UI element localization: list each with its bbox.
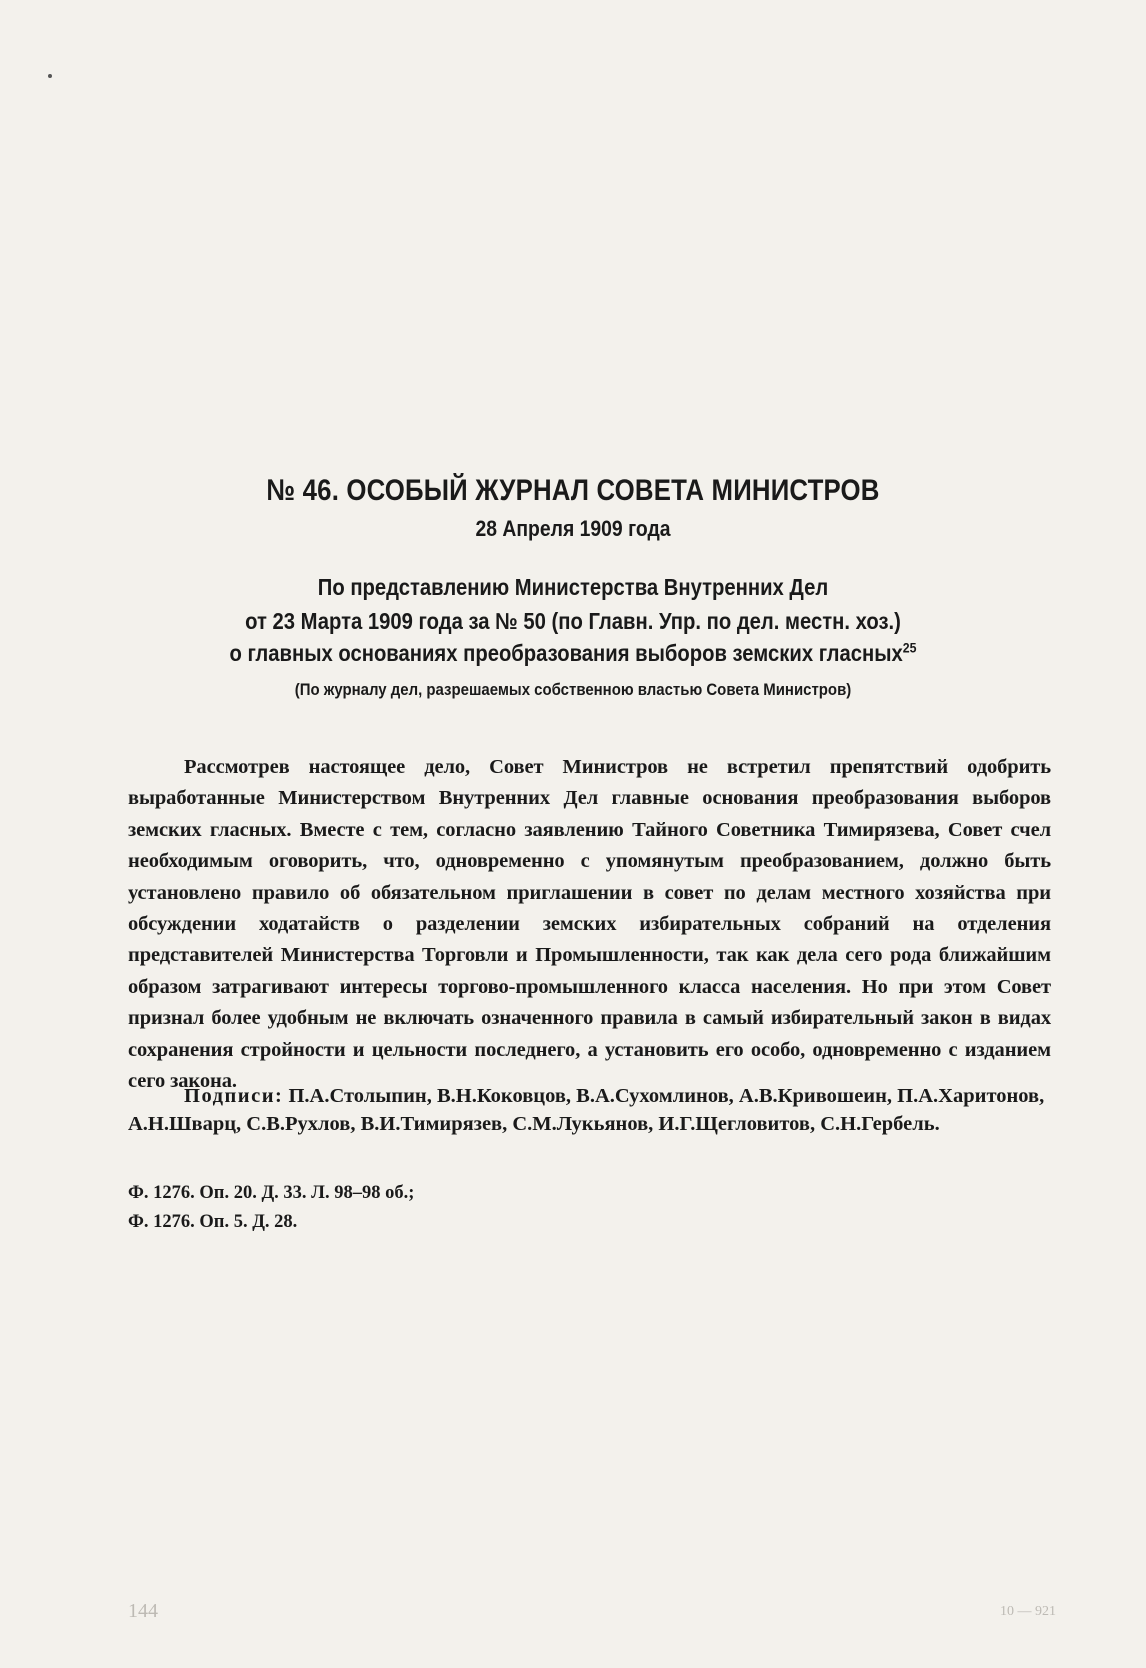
- bleed-through-print-code: 10 — 921: [1000, 1604, 1056, 1619]
- archive-ref-2: Ф. 1276. Оп. 5. Д. 28.: [128, 1212, 298, 1232]
- bleed-through-page-number: 144: [128, 1600, 158, 1622]
- reference-line-3-text: о главных основаниях преобразования выборов земских гласных: [229, 640, 903, 666]
- document-title: № 46. ОСОБЫЙ ЖУРНАЛ СОВЕТА МИНИСТРОВ: [266, 474, 880, 507]
- reference-line-2: от 23 Марта 1909 года за № 50 (по Главн. Упр. по дел. местн. хоз.): [245, 608, 901, 634]
- signatures-list: П.А.Столыпин, В.Н.Коковцов, В.А.Сухомлинов, А.В.Кривошеин, П.А.Харитонов, А.Н.Шварц, С.В.Рухлов, В.И.Тимирязев, С.М.Лукьянов, И.Г.Щегловитов, С.Н.Гербель.: [128, 1085, 1045, 1135]
- archive-ref-1: Ф. 1276. Оп. 20. Д. 33. Л. 98–98 об.;: [128, 1183, 415, 1203]
- reference-line-3: [69, 640, 1077, 667]
- ink-dot: [48, 74, 52, 78]
- body-paragraph: Рассмотрев настоящее дело, Совет Министров не встретил препятствий одобрить выработанные Министерством Внутренних Дел главные основания преобразования выборов земских гласных. Вместе с тем, согласно заявлению Тайного Советника Тимирязева, Совет счел необходимым оговорить, что, одновременно с упомянутым преобразованием, должно быть установлено правило об обязательном приглашении в совет по делам местного хозяйства при обсуждении ходатайств о разделении земских избирательных собраний на отделения представителей Министерства Торговли и Промышленности, так как дела сего рода ближайшим образом затрагивают интересы торгово-промышленного класса населения. Но при этом Совет признал более удобным не включать означенного правила в самый избирательный закон в видах сохранения стройности и цельности последнего, а установить его особо, одновременно с изданием сего закона.: [128, 756, 1051, 1093]
- journal-note: (По журналу дел, разрешаемых собственною властью Совета Министров): [294, 680, 852, 699]
- signatures: [128, 1082, 1051, 1138]
- signatures-label: Подписи:: [184, 1085, 284, 1107]
- reference-line-1: По представлению Министерства Внутренних Дел: [317, 574, 829, 600]
- document-date: 28 Апреля 1909 года: [475, 516, 671, 541]
- footnote-mark: 25: [902, 639, 917, 656]
